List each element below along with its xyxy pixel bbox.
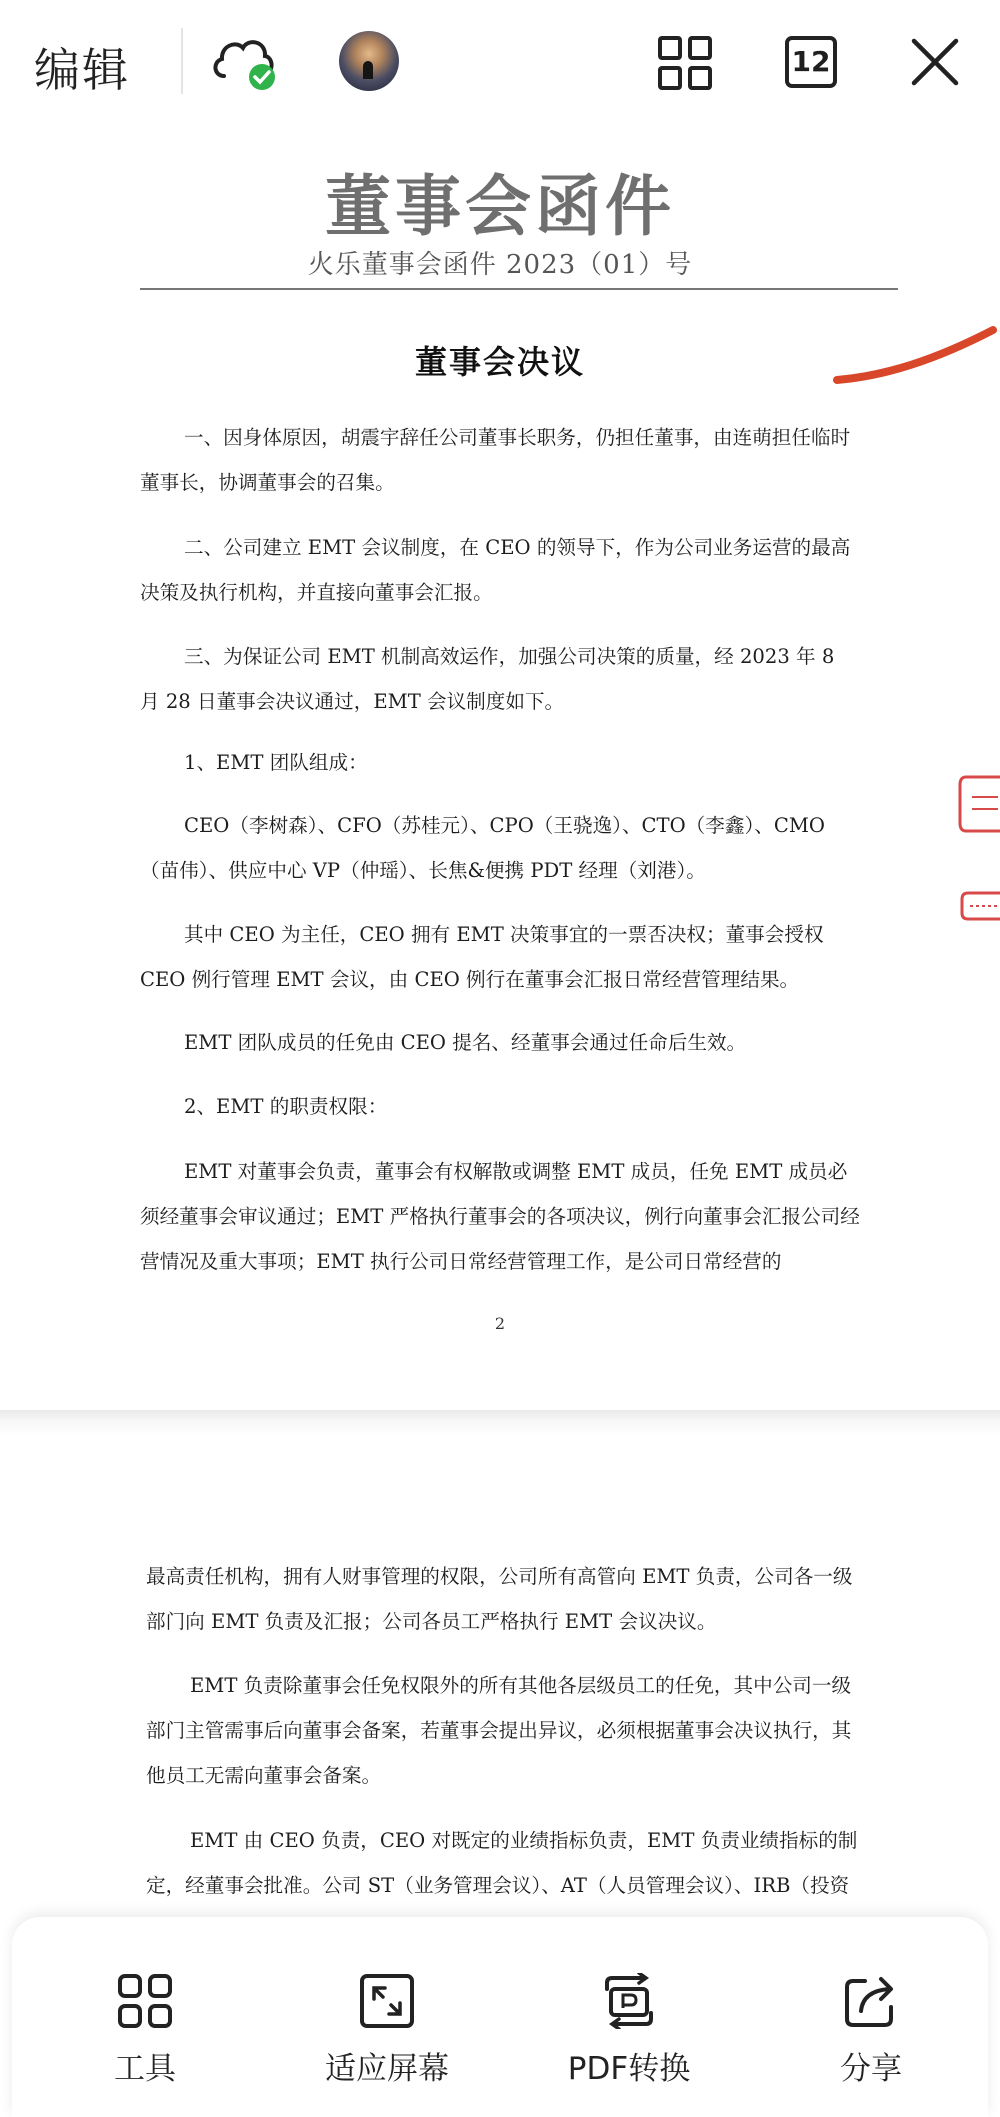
tools-icon [117,1973,173,2029]
cloud-synced-icon[interactable] [210,32,280,94]
paragraph: 1、EMT 团队组成： [184,751,368,774]
paragraph: EMT 由 CEO 负责，CEO 对既定的业绩指标负责，EMT 负责业绩指标的制定，经董事会批准。公司 ST（业务管理会议）、AT（人员管理会议）、IRB（投资 [146,1829,858,1897]
grid-view-icon[interactable] [657,35,713,91]
red-seal-stamp [958,775,1000,925]
share-button[interactable] [776,1917,966,2117]
paragraph: 最高责任机构，拥有人财事管理的权限，公司所有高管向 EMT 负责，公司各一级部门向 EMT 负责及汇报；公司各员工严格执行 EMT 会议决议。 [146,1565,853,1633]
avatar[interactable] [339,31,399,91]
document-header-title: 董事会函件 [325,168,675,245]
header-divider [140,288,898,290]
pdf-convert-icon [601,1973,657,2029]
page-number: 2 [494,1314,506,1333]
fit-screen-button[interactable] [292,1917,482,2117]
paragraph: 一、因身体原因，胡震宇辞任公司董事长职务，仍担任董事，由连萌担任临时董事长，协调董事会的召集。 [140,426,851,494]
tools-button[interactable] [50,1917,240,2117]
red-annotation-stroke [825,320,1000,395]
page-count-icon[interactable]: 12 [785,36,837,88]
edit-button[interactable]: 编辑 [34,43,130,97]
fit-screen-label: 适应屏幕 [325,2051,449,2087]
paragraph: 其中 CEO 为主任，CEO 拥有 EMT 决策事宜的一票否决权；董事会授权 CEO 例行管理 EMT 会议，由 CEO 例行在董事会汇报日常经营管理结果。 [140,923,824,991]
paragraph: EMT 团队成员的任免由 CEO 提名、经董事会通过任命后生效。 [184,1031,747,1054]
pdf-convert-label: PDF转换 [567,2051,691,2087]
close-icon[interactable] [905,32,965,92]
paragraph: 2、EMT 的职责权限： [184,1095,388,1118]
resolution-title: 董事会决议 [414,343,585,381]
tools-label: 工具 [114,2051,176,2087]
paragraph: EMT 对董事会负责，董事会有权解散或调整 EMT 成员，任免 EMT 成员必须经董事会审议通过；EMT 严格执行董事会的各项决议，例行向董事会汇报公司经营情况及重大事项；EMT 执行公司日常经营管理工作，是公司日常经营的 [140,1160,860,1273]
bottom-toolbar [12,1917,988,2117]
share-icon [843,1973,899,2029]
paragraph: 三、为保证公司 EMT 机制高效运作，加强公司决策的质量，经 2023 年 8 月 28 日董事会决议通过，EMT 会议制度如下。 [140,645,835,713]
fit-screen-icon [359,1973,415,2029]
pdf-convert-button[interactable] [534,1917,724,2117]
document-number: 火乐董事会函件 2023（01）号 [307,250,693,280]
page-separator [0,1410,1000,1436]
paragraph: CEO（李树森）、CFO（苏桂元）、CPO（王骁逸）、CTO（李鑫）、CMO（苗伟）、供应中心 VP（仲瑶）、长焦&便携 PDT 经理（刘港）。 [140,814,825,882]
toolbar-divider [181,28,183,94]
share-label: 分享 [840,2051,902,2087]
top-toolbar [0,0,1000,130]
paragraph: EMT 负责除董事会任免权限外的所有其他各层级员工的任免，其中公司一级部门主管需事后向董事会备案，若董事会提出异议，必须根据董事会决议执行，其他员工无需向董事会备案。 [146,1674,852,1787]
paragraph: 二、公司建立 EMT 会议制度，在 CEO 的领导下，作为公司业务运营的最高决策及执行机构，并直接向董事会汇报。 [140,536,851,604]
